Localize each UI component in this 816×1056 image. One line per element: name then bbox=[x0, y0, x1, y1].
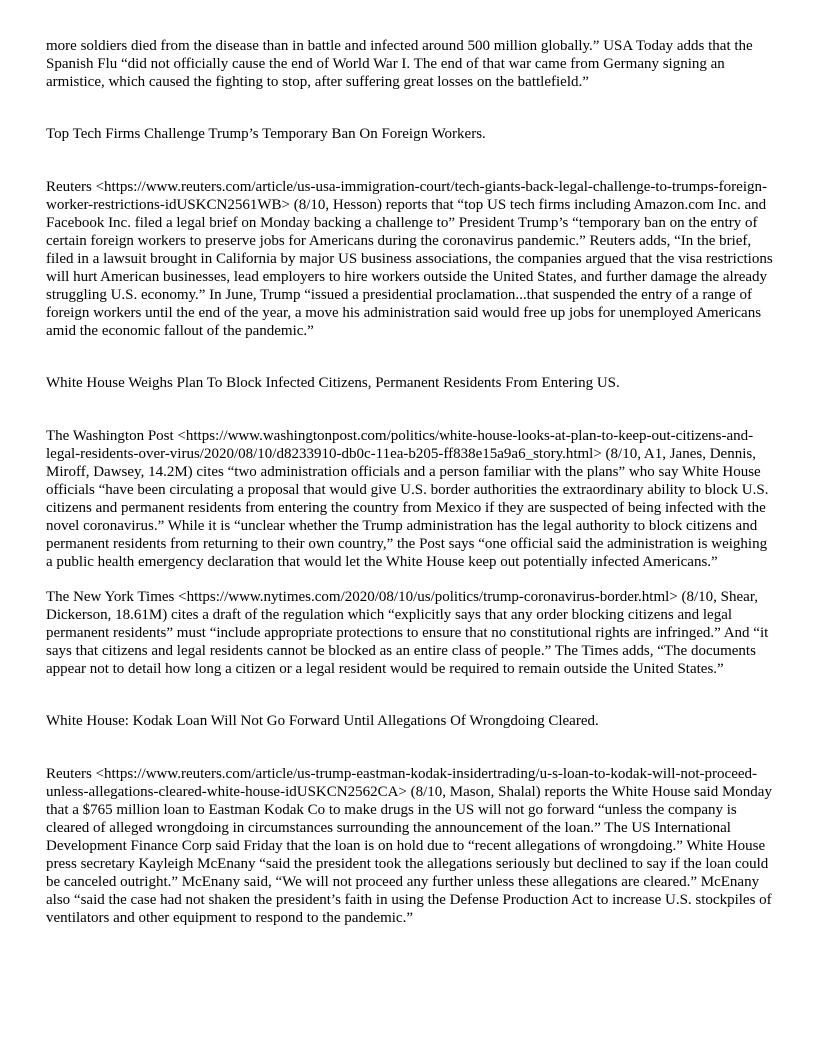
paragraph-reuters-tech-firms: Reuters <https://www.reuters.com/article/us-usa-immigration-court/tech-giants-back-legal-challenge-to-trumps-foreign-worker-restrictions-idUSKCN2561WB> (8/10, Hesson) reports that “top US tech firms including Amazon.com Inc. and Facebook Inc. filed a legal brief on Monday backing a challenge to” President Trump’s “temporary ban on the entry of certain foreign workers to preserve jobs for Americans during the coronavirus pandemic.” Reuters adds, “In the brief, filed in a lawsuit brought in California by major US business associations, the companies argued that the visa restrictions will hurt American businesses, lead employers to hire workers outside the United States, and further damage the already struggling U.S. economy.” In June, Trump “issued a presidential proclamation...that suspended the entry of a range of foreign workers until the end of the year, a move his administration said would free up jobs for unemployed Americans amid the economic fallout of the pandemic.” bbox=[46, 179, 773, 339]
paragraph-spanish-flu-continuation: more soldiers died from the disease than in battle and infected around 500 million globally.” USA Today adds that the Spanish Flu “did not officially cause the end of World War I. The end of that war came from Germany signing an armistice, which caused the fighting to stop, after suffering great losses on the battlefield.” bbox=[46, 38, 753, 90]
headline-tech-firms: Top Tech Firms Challenge Trump’s Temporary Ban On Foreign Workers. bbox=[46, 126, 486, 142]
paragraph-new-york-times: The New York Times <https://www.nytimes.com/2020/08/10/us/politics/trump-coronavirus-border.html> (8/10, Shear, Dickerson, 18.61M) cites a draft of the regulation which “explicitly says that any order blocking citizens and legal permanent residents” must “include appropriate protections to ensure that no constitutional rights are infringed.” And “it says that citizens and legal residents cannot be blocked as an entire class of people.” The Times adds, “The documents appear not to detail how long a citizen or a legal resident would be required to remain outside the United States.” bbox=[46, 589, 769, 677]
paragraph-washington-post: The Washington Post <https://www.washingtonpost.com/politics/white-house-looks-at-plan-to-keep-out-citizens-and-legal-residents-over-virus/2020/08/10/d8233910-db0c-11ea-b205-ff838e15a9a6_story.html> (8/10, A1, Janes, Dennis, Miroff, Dawsey, 14.2M) cites “two administration officials and a person familiar with the plans” who say White House officials “have been circulating a proposal that would give U.S. border authorities the extraordinary ability to block U.S. citizens and permanent residents from entering the country from Mexico if they are suspected of being infected with the novel coronavirus.” While it is “unclear whether the Trump administration has the legal authority to block citizens and permanent residents from returning to their own country,” the Post says “one official said the administration is weighing a public health emergency declaration that would let the White House keep out potentially infected Americans.” bbox=[46, 428, 769, 570]
headline-kodak-loan: White House: Kodak Loan Will Not Go Forward Until Allegations Of Wrongdoing Cleared. bbox=[46, 713, 599, 729]
paragraph-reuters-kodak: Reuters <https://www.reuters.com/article/us-trump-eastman-kodak-insidertrading/u-s-loan-to-kodak-will-not-proceed-unless-allegations-cleared-white-house-idUSKCN2562CA> (8/10, Mason, Shalal) reports the White House said Monday that a $765 million loan to Eastman Kodak Co to make drugs in the US will not go forward “unless the company is cleared of alleged wrongdoing in circumstances surrounding the announcement of the loan.” The US International Development Finance Corp said Friday that the loan is on hold due to “recent allegations of wrongdoing.” White House press secretary Kayleigh McEnany “said the president took the allegations seriously but declined to say if the loan could be canceled outright.” McEnany said, “We will not proceed any further unless these allegations are cleared.” McEnany also “said the case had not shaken the president’s faith in using the Defense Production Act to increase U.S. stockpiles of ventilators and other equipment to respond to the pandemic.” bbox=[46, 766, 772, 926]
document-page bbox=[46, 37, 776, 927]
headline-white-house-plan: White House Weighs Plan To Block Infected Citizens, Permanent Residents From Entering US. bbox=[46, 375, 620, 391]
